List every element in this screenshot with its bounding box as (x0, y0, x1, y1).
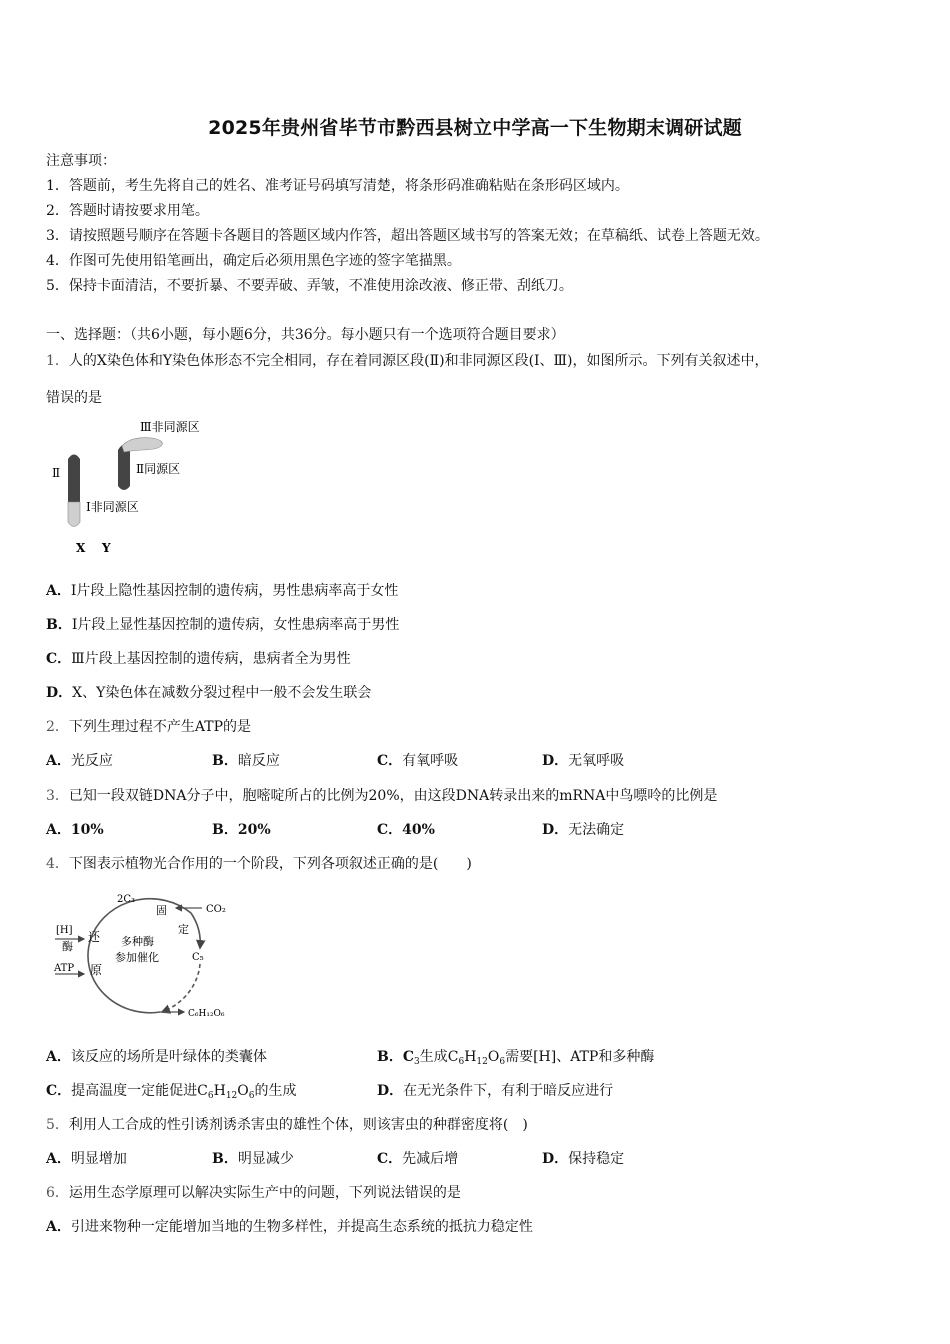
label-glucose: C₆H₁₂O₆ (188, 1009, 225, 1019)
label-c5: C₅ (192, 952, 204, 963)
option-text: 生成C (419, 1049, 459, 1065)
question-text: 人的X染色体和Y染色体形态不完全相同，存在着同源区段(Ⅱ)和非同源区段(Ⅰ、Ⅲ)，如图所示。下列有关叙述中， (68, 353, 769, 369)
option-text: Ⅰ片段上隐性基因控制的遗传病，男性患病率高于女性 (70, 583, 399, 599)
option-text: 先减后增 (402, 1151, 459, 1167)
calvin-cycle-figure (50, 888, 250, 1028)
option-text: 有氧呼吸 (402, 753, 459, 769)
option-label: D． (542, 1151, 569, 1167)
label-reduce-1: 还 (88, 930, 101, 944)
question-6-stem (46, 1184, 461, 1202)
label-fix-1: 固 (156, 904, 167, 917)
formula-o: O (237, 1083, 249, 1099)
option-text: 20% (237, 822, 271, 838)
option-label: B． (212, 753, 238, 769)
option-label: B． (377, 1049, 403, 1065)
option-label: D． (377, 1083, 404, 1099)
label-i: Ⅰ非同源区 (86, 500, 139, 514)
option-label: A． (46, 753, 71, 769)
option-text: 明显减少 (237, 1151, 294, 1167)
x-chromosome-light (68, 502, 80, 527)
notice-item: 4．作图可先使用铅笔画出，确定后必须用黑色字迹的签字笔描黑。 (46, 253, 461, 269)
option-label: D． (542, 822, 569, 838)
section-heading: 一、选择题：（共6小题，每小题6分，共36分。每小题只有一个选项符合题目要求） (46, 327, 565, 343)
notice-item: 3．请按照题号顺序在答题卡各题目的答题区域内作答，超出答题区域书写的答案无效；在草稿纸、试卷上答题无效。 (46, 228, 769, 244)
option-label: A． (46, 1151, 71, 1167)
label-ii-right: Ⅱ同源区 (136, 462, 181, 476)
question-5-option-c[interactable] (377, 1150, 458, 1168)
question-4-option-a[interactable] (46, 1048, 267, 1066)
question-1-option-b[interactable] (46, 616, 399, 634)
option-label: D． (542, 753, 569, 769)
label-reduce-2: 原 (90, 963, 103, 977)
label-y: Y (102, 541, 111, 555)
option-text: 在无光条件下，有利于暗反应进行 (403, 1083, 614, 1099)
option-label: A． (46, 1219, 71, 1235)
option-text: 保持稳定 (568, 1151, 625, 1167)
label-multi-2: 参加催化 (115, 951, 159, 964)
option-label: B． (212, 1151, 238, 1167)
notice-item: 5．保持卡面清洁，不要折暴、不要弄破、弄皱，不准使用涂改液、修正带、刮纸刀。 (46, 278, 573, 294)
question-3-option-c[interactable] (377, 821, 435, 839)
label-atp: ATP (54, 963, 75, 974)
option-text: 无法确定 (568, 822, 625, 838)
formula-sub: 3 (414, 1057, 420, 1067)
option-label: C． (46, 651, 72, 667)
question-3-option-a[interactable] (46, 821, 104, 839)
option-text: Ⅲ片段上基因控制的遗传病，患病者全为男性 (71, 651, 351, 667)
label-co2: CO₂ (206, 904, 226, 915)
cycle-arc-dashed (162, 964, 200, 1012)
option-text: 引进来物种一定能增加当地的生物多样性，并提高生态系统的抵抗力稳定性 (70, 1219, 533, 1235)
question-2-option-a[interactable] (46, 752, 113, 770)
option-label: A． (46, 822, 71, 838)
option-text: 明显增加 (70, 1151, 127, 1167)
option-text: 无氧呼吸 (568, 753, 625, 769)
question-5-option-d[interactable] (542, 1150, 624, 1168)
question-text: 运用生态学原理可以解决实际生产中的问题，下列说法错误的是 (68, 1185, 461, 1201)
option-label: A． (46, 1049, 71, 1065)
option-text: 该反应的场所是叶绿体的类囊体 (70, 1049, 267, 1065)
formula-sub: 12 (476, 1057, 488, 1067)
label-c3: 2C₃ (117, 894, 136, 905)
page-title: 2025年贵州省毕节市黔西县树立中学高一下生物期末调研试题 (208, 117, 742, 139)
question-2-option-c[interactable] (377, 752, 458, 770)
formula-sub: 6 (248, 1091, 255, 1101)
formula-h: H (464, 1049, 477, 1065)
formula-sub: 6 (207, 1091, 214, 1101)
question-4-stem (46, 855, 472, 873)
label-iii: Ⅲ非同源区 (140, 420, 200, 434)
option-text: Ⅰ片段上显性基因控制的遗传病，女性患病率高于男性 (71, 617, 400, 633)
question-1-option-a[interactable] (46, 582, 398, 600)
option-label: C． (377, 1151, 403, 1167)
xy-chromosome-figure (44, 414, 234, 564)
question-3-option-b[interactable] (212, 821, 271, 839)
option-text: 10% (70, 822, 104, 838)
question-1-stem (46, 352, 769, 370)
label-x: X (76, 541, 86, 555)
question-text: 已知一段双链DNA分子中，胞嘧啶所占的比例为20%，由这段DNA转录出来的mRNA中鸟嘌呤的比例是 (68, 788, 718, 804)
notice-heading: 注意事项： (46, 153, 116, 169)
option-label: C． (46, 1083, 72, 1099)
formula-h: H (213, 1083, 226, 1099)
option-text: 40% (402, 822, 435, 838)
label-fix-2: 定 (178, 923, 189, 936)
question-4-option-c[interactable] (46, 1082, 297, 1100)
formula-sub: 12 (225, 1091, 238, 1101)
question-5-stem (46, 1116, 528, 1134)
question-5-option-b[interactable] (212, 1150, 294, 1168)
x-chromosome-dark (68, 455, 80, 503)
question-3-stem (46, 787, 717, 805)
question-3-option-d[interactable] (542, 821, 624, 839)
question-4-option-d[interactable] (377, 1082, 613, 1100)
question-5-option-a[interactable] (46, 1150, 127, 1168)
option-label: B． (212, 822, 238, 838)
option-label: A． (46, 583, 71, 599)
label-enzyme: 酶 (62, 940, 73, 953)
question-number: 6． (46, 1185, 69, 1201)
question-1-stem-cont: 错误的是 (46, 390, 102, 406)
option-text: X、Y染色体在减数分裂过程中一般不会发生联会 (72, 685, 372, 701)
question-1-option-c[interactable] (46, 650, 351, 668)
question-number: 5． (46, 1117, 69, 1133)
cycle-arc-right (191, 913, 200, 948)
question-number: 3． (46, 788, 69, 804)
question-2-stem (46, 718, 251, 736)
label-multi-1: 多种酶 (121, 935, 154, 948)
formula-c: C (402, 1049, 414, 1065)
option-label: C． (377, 822, 403, 838)
label-h: [H] (56, 925, 73, 936)
question-number: 4． (46, 856, 69, 872)
question-text: 利用人工合成的性引诱剂诱杀害虫的雄性个体，则该害虫的种群密度将( ) (68, 1117, 528, 1133)
formula-sub: 6 (499, 1057, 506, 1067)
option-text: 的生成 (254, 1083, 297, 1099)
question-number: 2． (46, 719, 69, 735)
notice-item: 2．答题时请按要求用笔。 (46, 203, 209, 219)
question-2-option-b[interactable] (212, 752, 280, 770)
option-text: 暗反应 (237, 753, 280, 769)
option-label: D． (46, 685, 73, 701)
question-4-option-b[interactable] (377, 1048, 654, 1066)
option-label: B． (46, 617, 72, 633)
option-text: 光反应 (70, 753, 113, 769)
question-1-option-d[interactable] (46, 684, 371, 702)
question-text: 下图表示植物光合作用的一个阶段，下列各项叙述正确的是( ) (68, 856, 472, 872)
option-text: 提高温度一定能促进C (71, 1083, 208, 1099)
label-ii-left: Ⅱ (52, 466, 61, 480)
question-6-option-a[interactable] (46, 1218, 533, 1236)
formula-o: O (487, 1049, 500, 1065)
question-2-option-d[interactable] (542, 752, 624, 770)
option-text: 需要[H]、ATP和多种酶 (505, 1049, 655, 1065)
y-chromosome-light (122, 438, 162, 452)
option-label: C． (377, 753, 403, 769)
question-number: 1． (46, 353, 69, 369)
question-text: 下列生理过程不产生ATP的是 (68, 719, 252, 735)
notice-item: 1．答题前，考生先将自己的姓名、准考证号码填写清楚，将条形码准确粘贴在条形码区域内。 (46, 178, 629, 194)
formula-sub: 6 (458, 1057, 465, 1067)
